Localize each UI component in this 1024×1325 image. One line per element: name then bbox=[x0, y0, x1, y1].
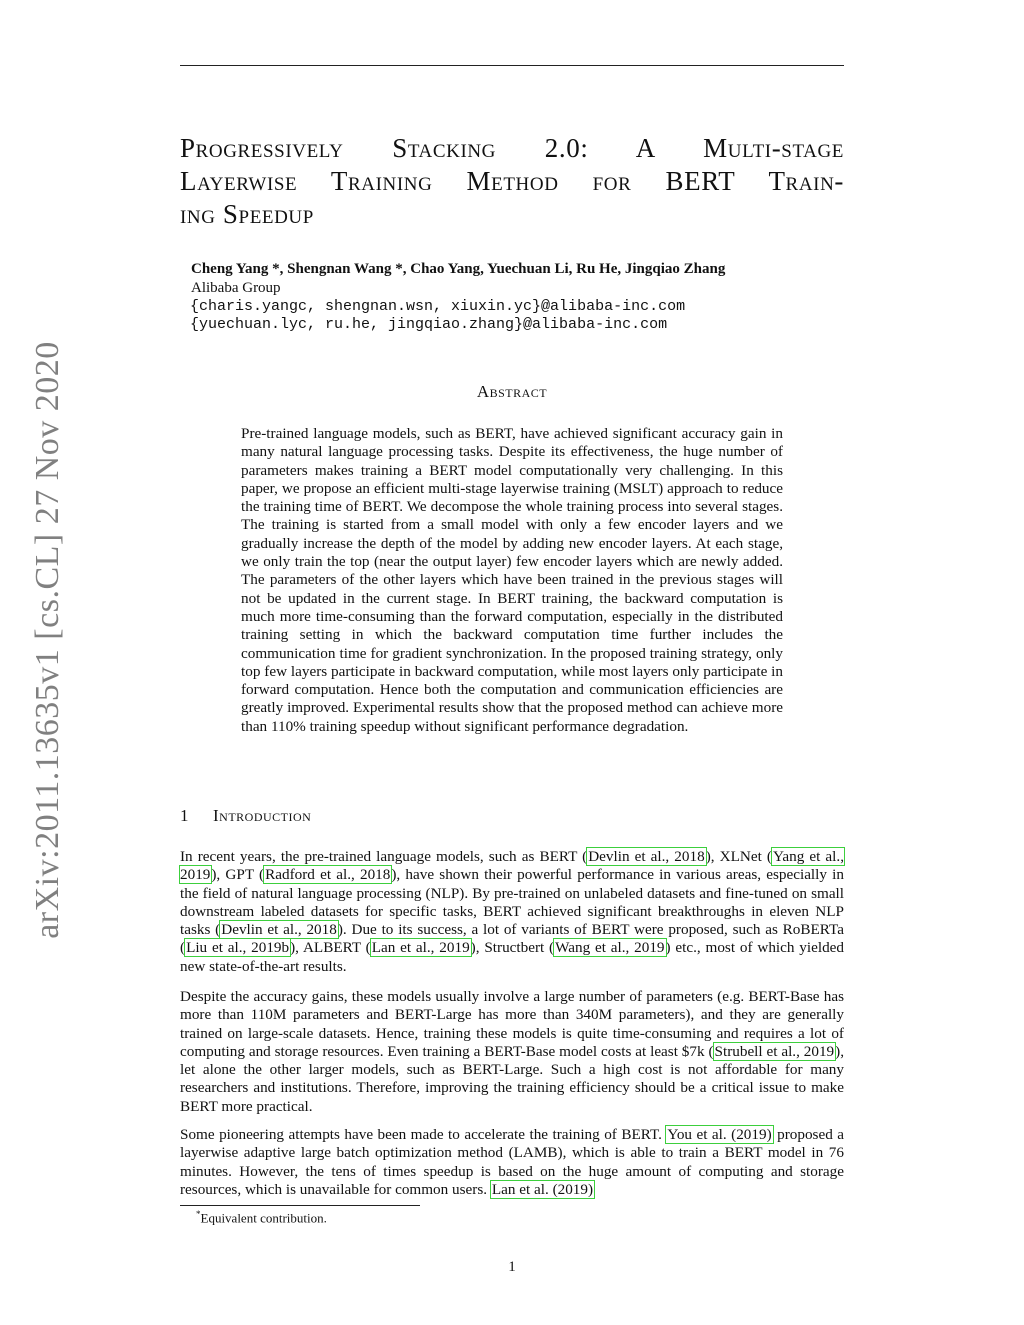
text-run: ), XLNet ( bbox=[705, 848, 772, 865]
intro-paragraph-3 bbox=[180, 1126, 844, 1199]
text-run: ). Due to its success, a lot of variants of BERT were proposed, such as RoBERTa ( bbox=[180, 921, 844, 957]
citation-link[interactable]: You et al. (2019) bbox=[667, 1126, 772, 1143]
footnote-mark: * bbox=[196, 1209, 201, 1219]
title-line-1: Progressively Stacking 2.0: A Multi-stage bbox=[180, 133, 844, 163]
section-number: 1 bbox=[180, 806, 189, 825]
section-title: Introduction bbox=[213, 806, 312, 825]
affiliation: Alibaba Group bbox=[191, 280, 281, 296]
citation-link[interactable]: Devlin et al., 2018 bbox=[588, 848, 705, 865]
citation-link[interactable]: Radford et al., 2018 bbox=[265, 866, 391, 884]
email-line: {charis.yangc, shengnan.wsn, xiuxin.yc}@alibaba-inc.com bbox=[190, 298, 686, 315]
top-rule bbox=[180, 65, 844, 66]
citation-link[interactable]: Lan et al., 2019 bbox=[371, 939, 470, 957]
citation-link[interactable]: Strubell et al., 2019 bbox=[714, 1042, 835, 1060]
abstract-text: Pre-trained language models, such as BERT, have achieved significant accuracy gain in many natural language processing tasks. Despite its effectiveness, the huge number of parameters makes training a BERT model computationally very challenging. In this paper, we propose an efficient multi-stage layerwise training (MSLT) approach to reduce the training time of BERT. We decompose the whole training process into several stages. The training is started from a small model with only a few encoder layers and we gradually increase the depth of the model by adding new encoder layers. At each stage, we only train the top (near the output layer) few encoder layers which are newly added. The parameters of the other layers which have been trained in the previous stages will not be updated in the current stage. In BERT training, the backward computation is much more time-consuming than the forward computation, especially in the distributed training setting in which the backward computation time further includes the communication time for gradient synchronization. In the proposed training strategy, only top few layers participate in backward computation, while most layers only participate in forward computation. Hence both the computation and communication efficiencies are greatly improved. Experimental results show that the proposed method can achieve more than 110% training speedup without significant performance degradation. bbox=[241, 425, 783, 735]
citation-link[interactable]: Devlin et al., 2018 bbox=[221, 921, 337, 939]
abstract-heading: Abstract bbox=[476, 382, 548, 401]
citation-link[interactable]: Liu et al., 2019b bbox=[186, 939, 290, 957]
text-run: ), let alone the other larger models, such as BERT-Large. Such a high cost is not affordable for many researchers and institutions. Therefore, improving the training efficiency should be a critical issue to make BERT more practical. bbox=[180, 1042, 844, 1115]
text-run: ), have shown their powerful performance in various areas, especially in the field of natural language processing (NLP). By pre-trained on unlabeled datasets and fine-tuned on small downstream labeled datasets for specific tasks, BERT achieved significant breakthroughs in eleven NLP tasks ( bbox=[180, 866, 844, 939]
intro-paragraph-1 bbox=[180, 848, 844, 976]
footnote-rule bbox=[180, 1205, 420, 1206]
text-run: Some pioneering attempts have been made to accelerate the training of BERT. bbox=[180, 1126, 667, 1143]
text-run: In recent years, the pre-trained language models, such as BERT ( bbox=[180, 848, 588, 865]
intro-paragraph-2 bbox=[180, 988, 844, 1116]
email-line: {yuechuan.lyc, ru.he, jingqiao.zhang}@alibaba-inc.com bbox=[190, 316, 668, 333]
citation-link[interactable]: Wang et al., 2019 bbox=[555, 939, 665, 957]
title-line-3: ing Speedup bbox=[180, 199, 314, 229]
text-run: ), ALBERT ( bbox=[290, 939, 371, 957]
title-line-2: Layerwise Training Method for BERT Train- bbox=[180, 166, 844, 196]
text-run: ), GPT ( bbox=[211, 866, 265, 884]
page-number: 1 bbox=[508, 1259, 516, 1275]
arxiv-stamp-text: arXiv:2011.13635v1 [cs.CL] 27 Nov 2020 bbox=[29, 341, 66, 939]
text-run: ) etc., most of which yielded new state-of-the-art results. bbox=[180, 939, 844, 975]
section-heading bbox=[180, 806, 311, 826]
citation-link[interactable]: Lan et al. (2019) bbox=[491, 1180, 594, 1198]
footnote-text: Equivalent contribution. bbox=[200, 1210, 327, 1226]
author-list: Cheng Yang *, Shengnan Wang *, Chao Yang, Yuechuan Li, Ru He, Jingqiao Zhang bbox=[191, 261, 726, 277]
paper-title bbox=[180, 132, 844, 231]
text-run: proposed a layerwise adaptive large batch optimization method (LAMB), which is able to train a BERT model in 76 minutes. However, the tens of times speedup is based on the huge amount of computing and storage resources, which is unavailable for common users. bbox=[180, 1126, 844, 1198]
text-run: ), Structbert ( bbox=[470, 939, 555, 957]
citation-link[interactable]: Yang et al., 2019 bbox=[180, 848, 844, 884]
text-run: Despite the accuracy gains, these models usually involve a large number of parameters (e.g. BERT-Base has more than 110M parameters and BERT-Large has more than 340M parameters), and they are generally trained on large-scale datasets. Hence, training these models is quite time-consuming and requires a lot of computing and storage resources. Even training a BERT-Base model costs at least $7k ( bbox=[180, 988, 844, 1060]
footnote bbox=[196, 1209, 327, 1226]
